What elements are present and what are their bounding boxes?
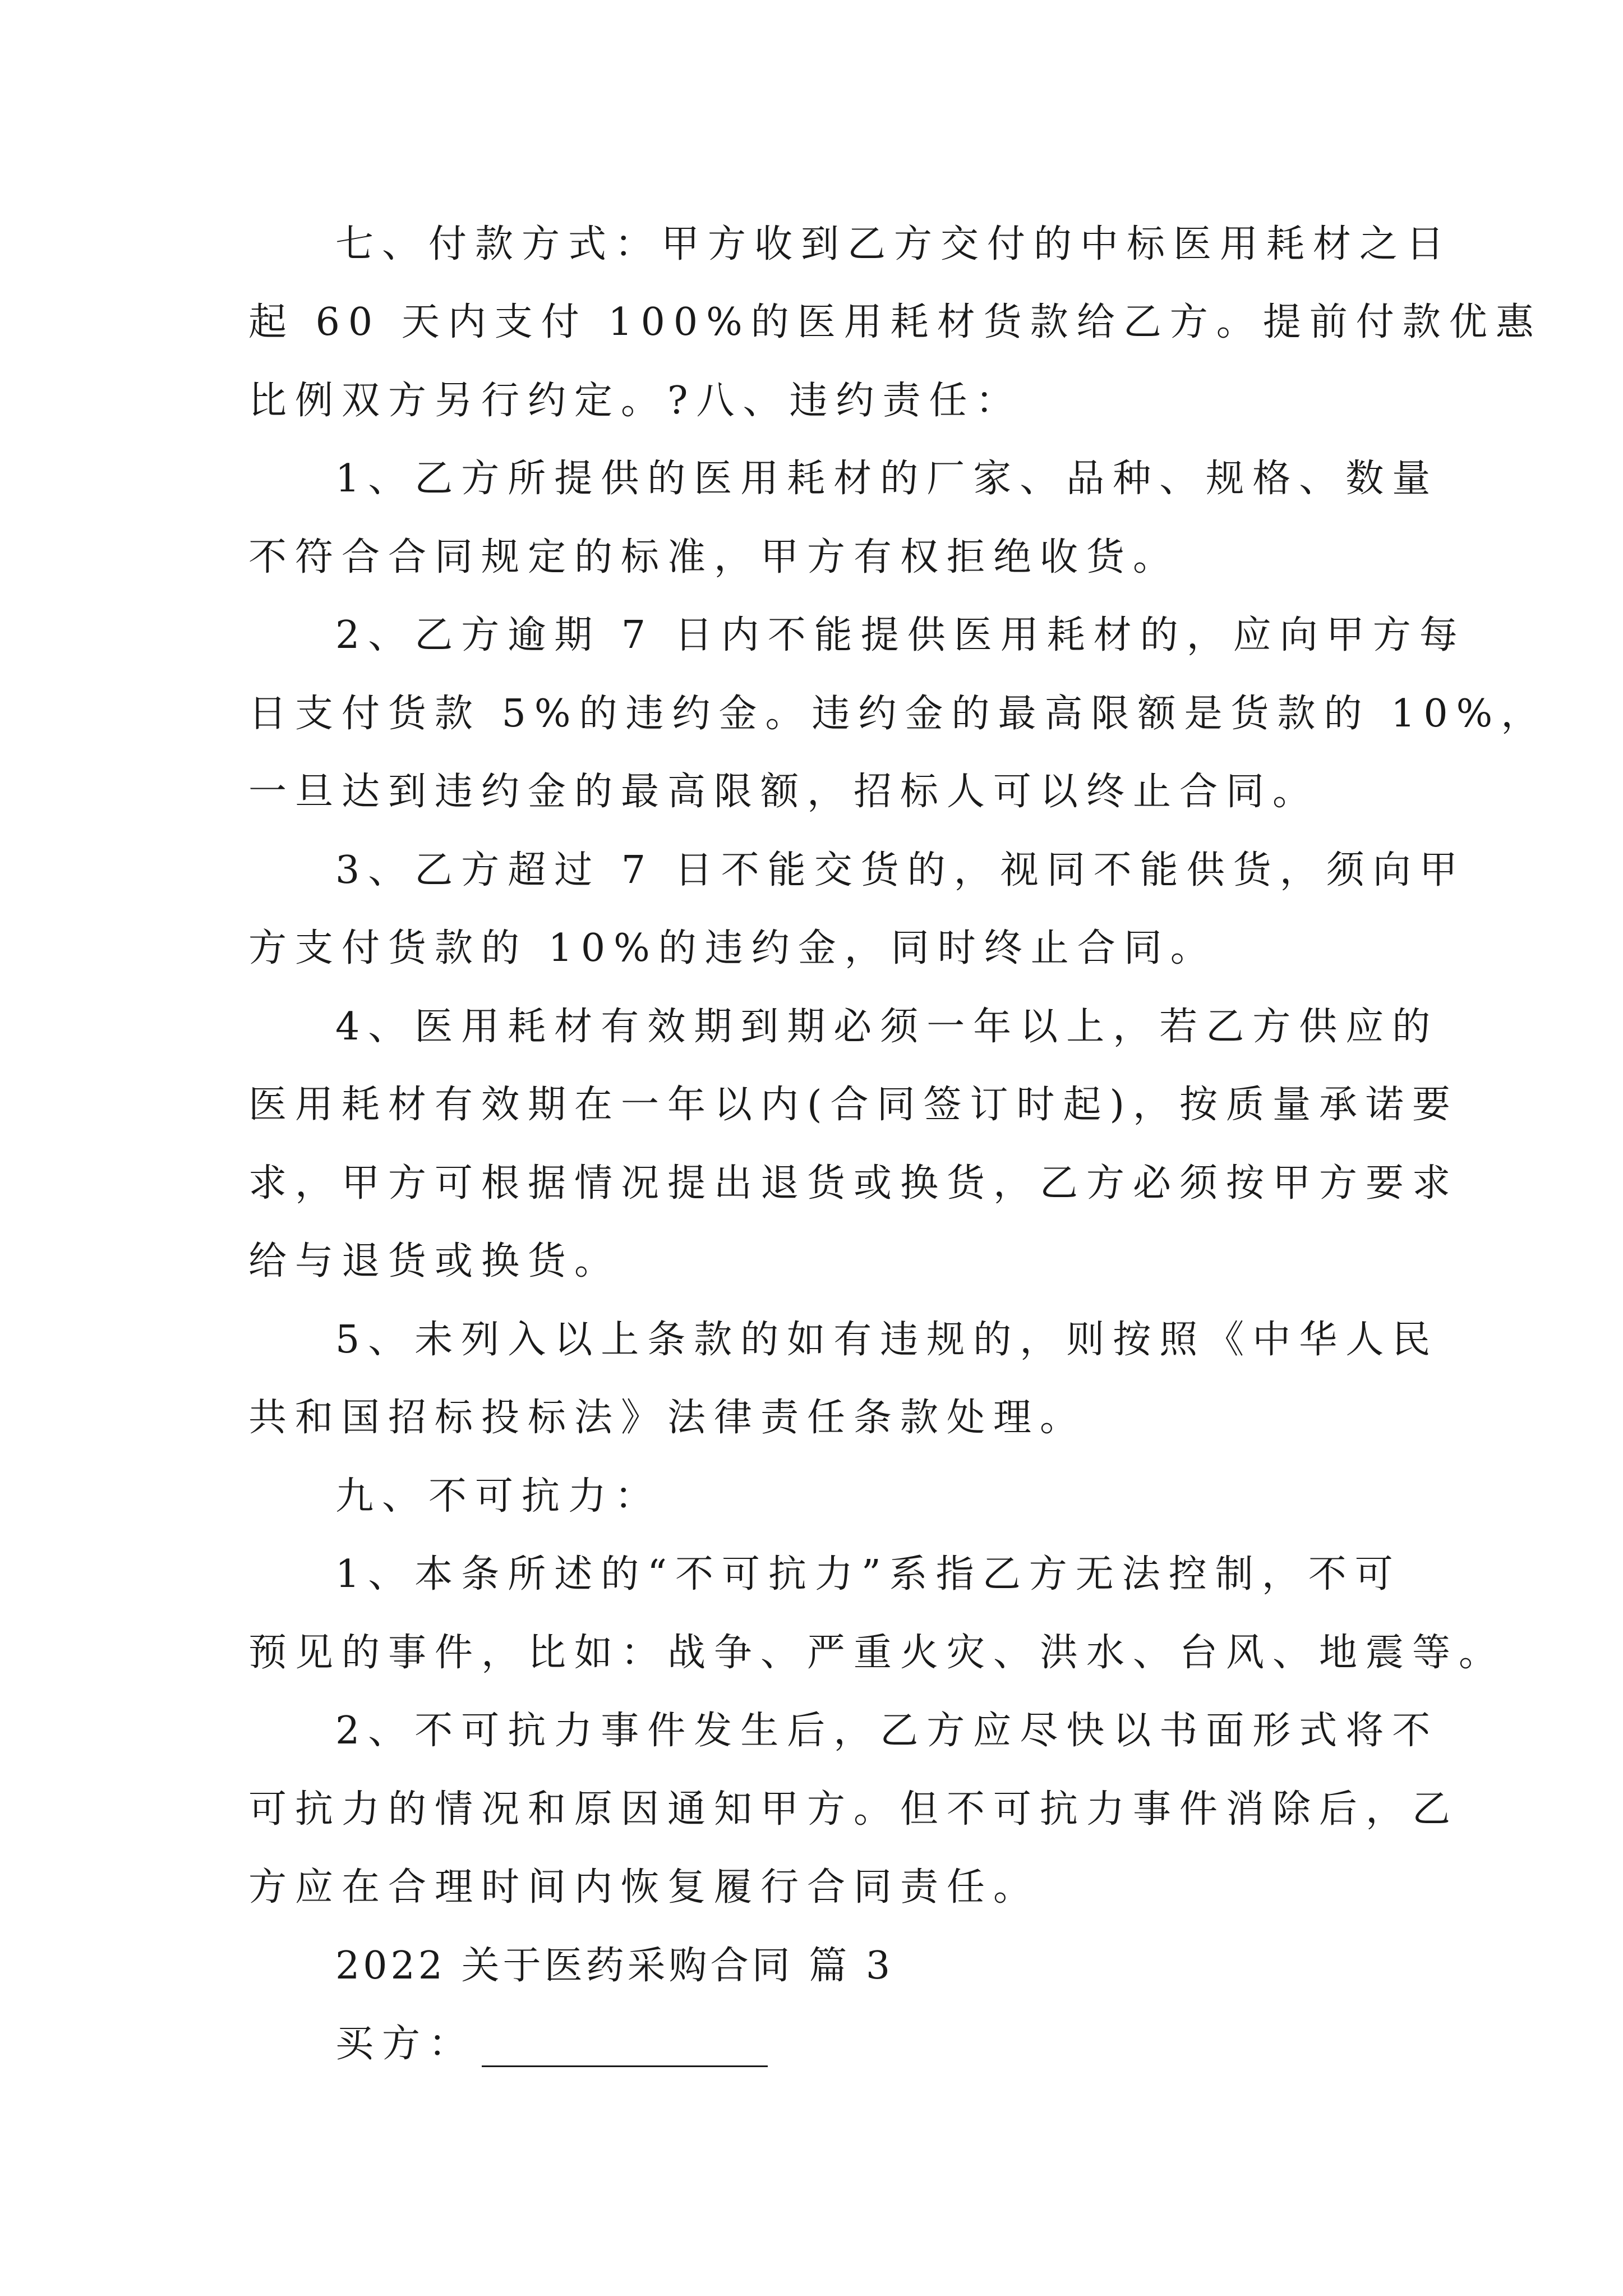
paragraph-line: 3、乙方超过 7 日不能交货的，视同不能供货，须向甲 xyxy=(335,848,1466,892)
paragraph-line: 2、不可抗力事件发生后，乙方应尽快以书面形式将不 xyxy=(335,1709,1439,1753)
paragraph-line: 起 60 天内支付 100%的医用耗材货款给乙方。提前付款优惠 xyxy=(248,300,1542,344)
buyer-label: 买方： xyxy=(335,2022,476,2066)
paragraph-line: 1、乙方所提供的医用耗材的厂家、品种、规格、数量 xyxy=(335,457,1439,501)
paragraph-line: 可抗力的情况和原因通知甲方。但不可抗力事件消除后，乙 xyxy=(248,1787,1459,1832)
paragraph-line: 4、医用耗材有效期到期必须一年以上，若乙方供应的 xyxy=(335,1005,1439,1049)
paragraph-line: 求，甲方可根据情况提出退货或换货，乙方必须按甲方要求 xyxy=(248,1161,1459,1205)
paragraph-line: 2、乙方逾期 7 日内不能提供医用耗材的，应向甲方每 xyxy=(335,613,1466,657)
paragraph-line: 七、付款方式：甲方收到乙方交付的中标医用耗材之日 xyxy=(335,222,1453,266)
buyer-line xyxy=(335,2005,768,2083)
paragraph-line: 给与退货或换货。 xyxy=(248,1239,621,1283)
paragraph-line: 比例双方另行约定。?八、违约责任： xyxy=(248,379,1022,423)
buyer-blank-field xyxy=(482,2026,768,2067)
paragraph-line: 日支付货款 5%的违约金。违约金的最高限额是货款的 10%， xyxy=(248,692,1548,736)
paragraph-line: 方支付货款的 10%的违约金，同时终止合同。 xyxy=(248,926,1217,970)
contract-title: 2022 关于医药采购合同 篇 3 xyxy=(335,1944,894,1988)
paragraph-line: 1、本条所述的“不可抗力”系指乙方无法控制，不可 xyxy=(335,1552,1401,1596)
paragraph-line: 共和国招标投标法》法律责任条款处理。 xyxy=(248,1396,1087,1440)
section-heading: 九、不可抗力： xyxy=(335,1474,662,1519)
paragraph-line: 医用耗材有效期在一年以内(合同签订时起)，按质量承诺要 xyxy=(248,1083,1459,1127)
paragraph-line: 预见的事件，比如：战争、严重火灾、洪水、台风、地震等。 xyxy=(248,1631,1506,1675)
paragraph-line: 方应在合理时间内恢复履行合同责任。 xyxy=(248,1865,1040,1910)
paragraph-line: 一旦达到违约金的最高限额，招标人可以终止合同。 xyxy=(248,770,1320,814)
paragraph-line: 不符合合同规定的标准，甲方有权拒绝收货。 xyxy=(248,535,1180,579)
paragraph-line: 5、未列入以上条款的如有违规的，则按照《中华人民 xyxy=(335,1318,1439,1362)
